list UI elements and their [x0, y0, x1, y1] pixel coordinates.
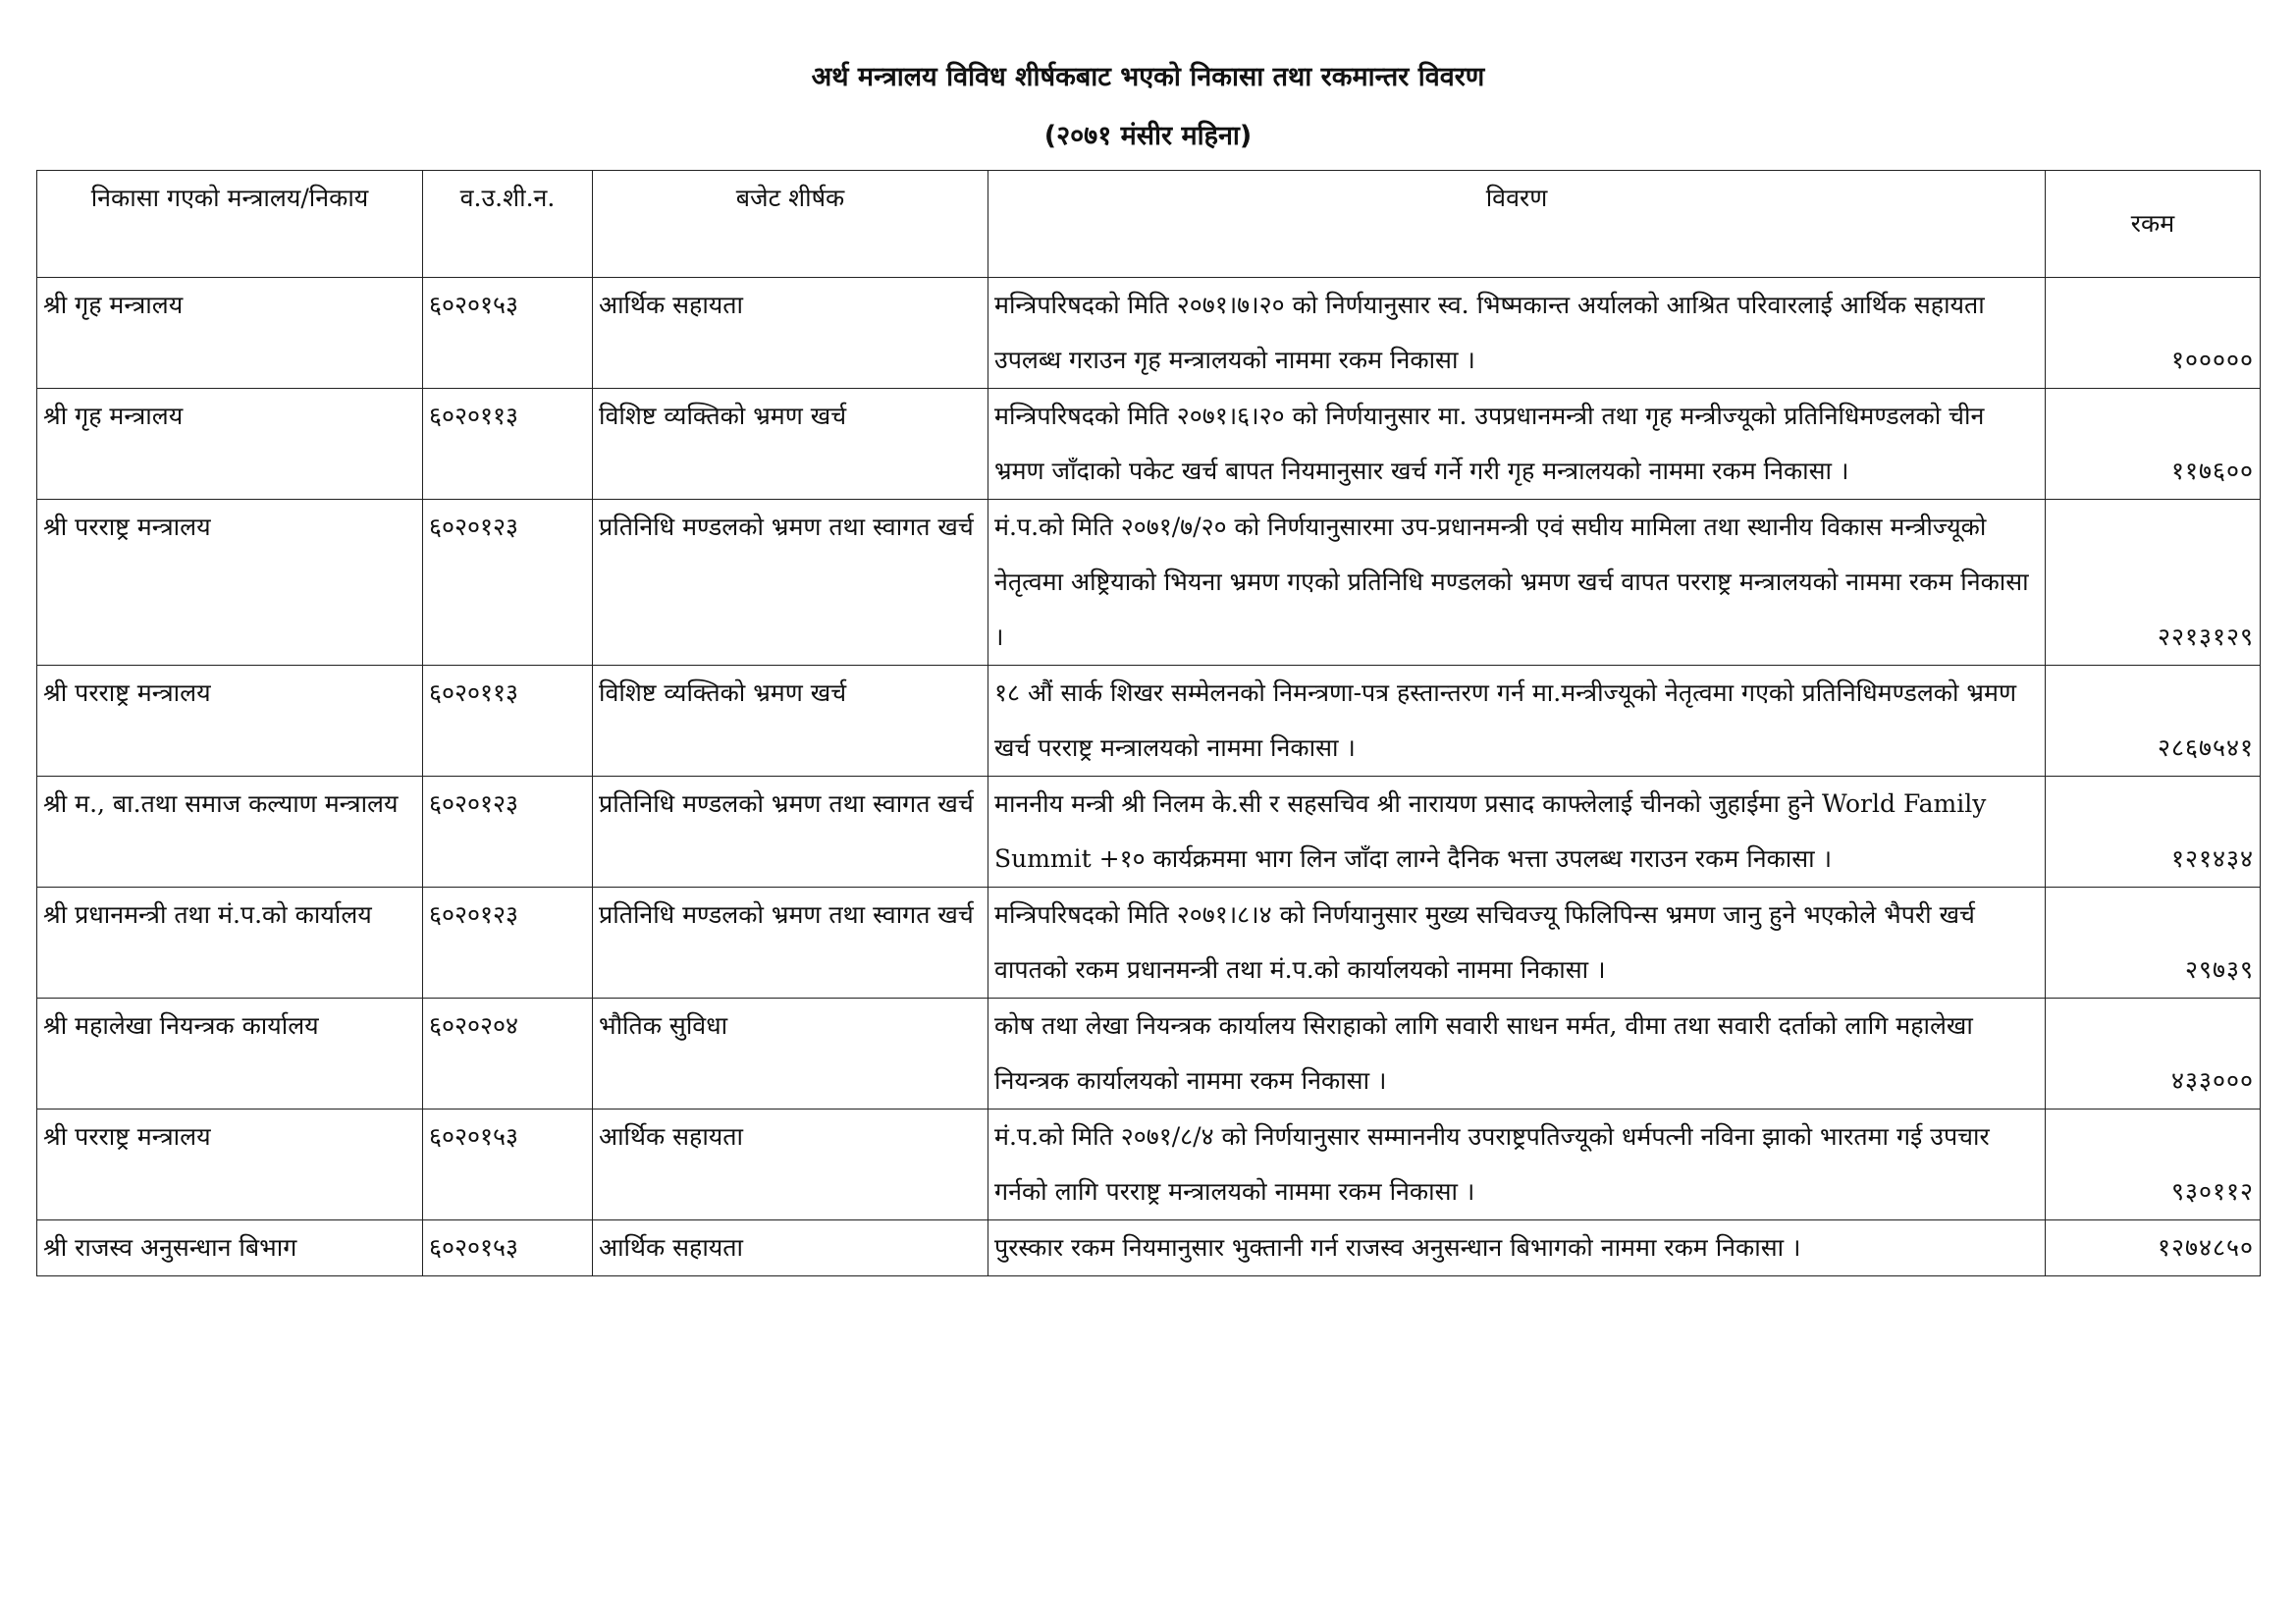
- cell-amount: ११७६००: [2046, 389, 2261, 500]
- table-row: [37, 1220, 2261, 1276]
- cell-description: १८ औं सार्क शिखर सम्मेलनको निमन्त्रणा-पत्र हस्तान्तरण गर्न मा.मन्त्रीज्यूको नेतृत्वमा गएको प्रतिनिधिमण्डलको भ्रमण खर्च परराष्ट्र मन्त्रालयको नाममा निकासा ।: [988, 666, 2046, 777]
- cell-ministry: श्री म., बा.तथा समाज कल्याण मन्त्रालय: [37, 777, 423, 888]
- cell-code: ६०२०१५३: [423, 278, 593, 389]
- header-amount: रकम: [2046, 171, 2261, 278]
- cell-amount: २८६७५४१: [2046, 666, 2261, 777]
- cell-budget-head: विशिष्ट व्यक्तिको भ्रमण खर्च: [593, 389, 988, 500]
- cell-ministry: श्री गृह मन्त्रालय: [37, 278, 423, 389]
- cell-description: मन्त्रिपरिषदको मिति २०७१।८।४ को निर्णयानुसार मुख्य सचिवज्यू फिलिपिन्स भ्रमण जानु हुने भएकोले भैपरी खर्च वापतको रकम प्रधानमन्त्री तथा मं.प.को कार्यालयको नाममा निकासा ।: [988, 888, 2046, 999]
- cell-budget-head: प्रतिनिधि मण्डलको भ्रमण तथा स्वागत खर्च: [593, 888, 988, 999]
- header-code: व.उ.शी.न.: [423, 171, 593, 278]
- table-row: [37, 777, 2261, 888]
- cell-amount: ९३०११२: [2046, 1110, 2261, 1220]
- cell-description: माननीय मन्त्री श्री निलम के.सी र सहसचिव श्री नारायण प्रसाद काफ्लेलाई चीनको जुहाईमा हुने World Family Summit +१० कार्यक्रममा भाग लिन जाँदा लाग्ने दैनिक भत्ता उपलब्ध गराउन रकम निकासा ।: [988, 777, 2046, 888]
- cell-budget-head: आर्थिक सहायता: [593, 1110, 988, 1220]
- cell-budget-head: आर्थिक सहायता: [593, 1220, 988, 1276]
- cell-budget-head: आर्थिक सहायता: [593, 278, 988, 389]
- cell-ministry: श्री परराष्ट्र मन्त्रालय: [37, 1110, 423, 1220]
- cell-ministry: श्री परराष्ट्र मन्त्रालय: [37, 500, 423, 666]
- cell-budget-head: प्रतिनिधि मण्डलको भ्रमण तथा स्वागत खर्च: [593, 500, 988, 666]
- cell-amount: १२१४३४: [2046, 777, 2261, 888]
- header-description: विवरण: [988, 171, 2046, 278]
- table-row: [37, 278, 2261, 389]
- cell-amount: २९७३९: [2046, 888, 2261, 999]
- cell-code: ६०२०११३: [423, 389, 593, 500]
- cell-code: ६०२०११३: [423, 666, 593, 777]
- cell-amount: १२७४८५०: [2046, 1220, 2261, 1276]
- cell-amount: २२१३१२९: [2046, 500, 2261, 666]
- cell-amount: ४३३०००: [2046, 999, 2261, 1110]
- document-title: अर्थ मन्त्रालय विविध शीर्षकबाट भएको निकासा तथा रकमान्तर विवरण: [811, 62, 1485, 92]
- table-row: [37, 1110, 2261, 1220]
- cell-code: ६०२०१२३: [423, 500, 593, 666]
- cell-code: ६०२०२०४: [423, 999, 593, 1110]
- cell-budget-head: विशिष्ट व्यक्तिको भ्रमण खर्च: [593, 666, 988, 777]
- header-budget-head: बजेट शीर्षक: [593, 171, 988, 278]
- table-row: [37, 666, 2261, 777]
- cell-budget-head: भौतिक सुविधा: [593, 999, 988, 1110]
- document-subtitle: (२०७१ मंसीर महिना): [1043, 121, 1253, 151]
- cell-budget-head: प्रतिनिधि मण्डलको भ्रमण तथा स्वागत खर्च: [593, 777, 988, 888]
- cell-description: मन्त्रिपरिषदको मिति २०७१।७।२० को निर्णयानुसार स्व. भिष्मकान्त अर्यालको आश्रित परिवारलाई आर्थिक सहायता उपलब्ध गराउन गृह मन्त्रालयको नाममा रकम निकासा ।: [988, 278, 2046, 389]
- cell-ministry: श्री प्रधानमन्त्री तथा मं.प.को कार्यालय: [37, 888, 423, 999]
- cell-description: पुरस्कार रकम नियमानुसार भुक्तानी गर्न राजस्व अनुसन्धान बिभागको नाममा रकम निकासा ।: [988, 1220, 2046, 1276]
- cell-code: ६०२०१५३: [423, 1110, 593, 1220]
- cell-code: ६०२०१५३: [423, 1220, 593, 1276]
- table-header-row: [37, 171, 2261, 278]
- cell-ministry: श्री परराष्ट्र मन्त्रालय: [37, 666, 423, 777]
- table-row: [37, 500, 2261, 666]
- cell-description: मं.प.को मिति २०७१/७/२० को निर्णयानुसारमा उप-प्रधानमन्त्री एवं सघीय मामिला तथा स्थानीय विकास मन्त्रीज्यूको नेतृत्वमा अष्ट्रियाको भियना भ्रमण गएको प्रतिनिधि मण्डलको भ्रमण खर्च वापत परराष्ट्र मन्त्रालयको नाममा रकम निकासा ।: [988, 500, 2046, 666]
- cell-description: मं.प.को मिति २०७१/८/४ को निर्णयानुसार सम्माननीय उपराष्ट्रपतिज्यूको धर्मपत्नी नविना झाको भारतमा गई उपचार गर्नको लागि परराष्ट्र मन्त्रालयको नाममा रकम निकासा ।: [988, 1110, 2046, 1220]
- header-ministry: निकासा गएको मन्त्रालय/निकाय: [37, 171, 423, 278]
- table-row: [37, 999, 2261, 1110]
- disbursement-table: [36, 170, 2261, 1276]
- cell-description: मन्त्रिपरिषदको मिति २०७१।६।२० को निर्णयानुसार मा. उपप्रधानमन्त्री तथा गृह मन्त्रीज्यूको प्रतिनिधिमण्डलको चीन भ्रमण जाँदाको पकेट खर्च बापत नियमानुसार खर्च गर्ने गरी गृह मन्त्रालयको नाममा रकम निकासा ।: [988, 389, 2046, 500]
- cell-ministry: श्री राजस्व अनुसन्धान बिभाग: [37, 1220, 423, 1276]
- cell-description: कोष तथा लेखा नियन्त्रक कार्यालय सिराहाको लागि सवारी साधन मर्मत, वीमा तथा सवारी दर्ताको लागि महालेखा नियन्त्रक कार्यालयको नाममा रकम निकासा ।: [988, 999, 2046, 1110]
- cell-ministry: श्री गृह मन्त्रालय: [37, 389, 423, 500]
- cell-ministry: श्री महालेखा नियन्त्रक कार्यालय: [37, 999, 423, 1110]
- table-row: [37, 389, 2261, 500]
- cell-code: ६०२०१२३: [423, 888, 593, 999]
- cell-code: ६०२०१२३: [423, 777, 593, 888]
- cell-amount: १०००००: [2046, 278, 2261, 389]
- table-row: [37, 888, 2261, 999]
